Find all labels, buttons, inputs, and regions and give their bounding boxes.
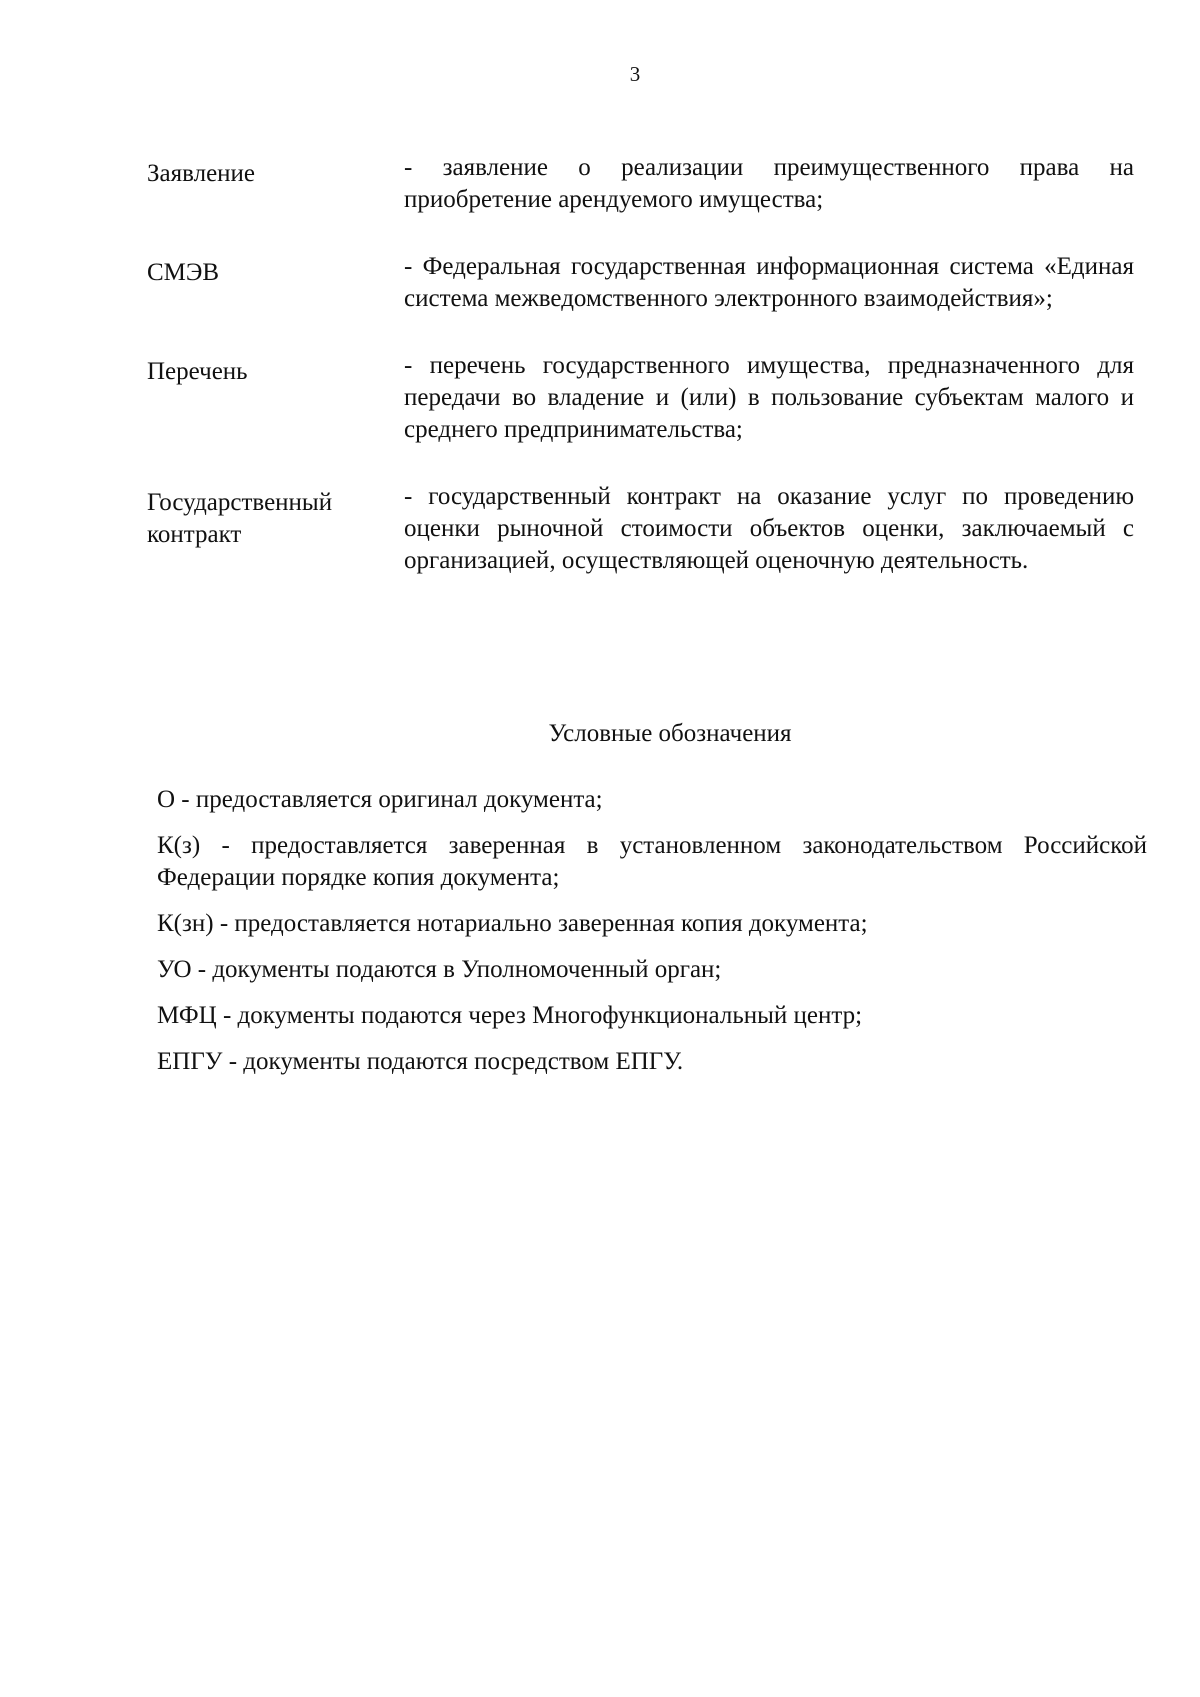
- definition-term: Государственный контракт: [147, 489, 333, 548]
- definition-row: [147, 481, 1134, 577]
- definition-description: - государственный контракт на оказание услуг по проведению оценки рыночной стоимости объектов оценки, заключаемый с организацией, осуществляющей оценочную деятельность.: [404, 483, 1134, 574]
- definition-row: [147, 251, 1134, 315]
- definition-term: Перечень: [147, 358, 248, 385]
- legend-list: [157, 784, 1147, 1092]
- definition-description: - заявление о реализации преимущественного права на приобретение арендуемого имущества;: [404, 154, 1134, 213]
- definition-term: СМЭВ: [147, 259, 220, 286]
- definition-row: [147, 350, 1134, 446]
- legend-item: УО - документы подаются в Уполномоченный орган;: [157, 956, 722, 983]
- page-number: 3: [629, 62, 641, 86]
- definitions-list: [147, 152, 1134, 612]
- legend-item: О - предоставляется оригинал документа;: [157, 786, 603, 813]
- definition-description: - Федеральная государственная информационная система «Единая система межведомственного электронного взаимодействия»;: [404, 253, 1134, 312]
- legend-item: МФЦ - документы подаются через Многофункциональный центр;: [157, 1002, 863, 1029]
- definition-term: Заявление: [147, 160, 256, 187]
- legend-title: Условные обозначения: [548, 720, 792, 747]
- definition-description: - перечень государственного имущества, предназначенного для передачи во владение и (или) в пользование субъектам малого и среднего предпринимательства;: [404, 352, 1134, 443]
- legend-item: ЕПГУ - документы подаются посредством ЕПГУ.: [157, 1048, 684, 1075]
- definition-row: [147, 152, 1134, 216]
- legend-item: К(зн) - предоставляется нотариально заверенная копия документа;: [157, 910, 868, 937]
- legend-item: К(з) - предоставляется заверенная в установленном законодательством Российской Федерации порядке копия документа;: [157, 832, 1147, 891]
